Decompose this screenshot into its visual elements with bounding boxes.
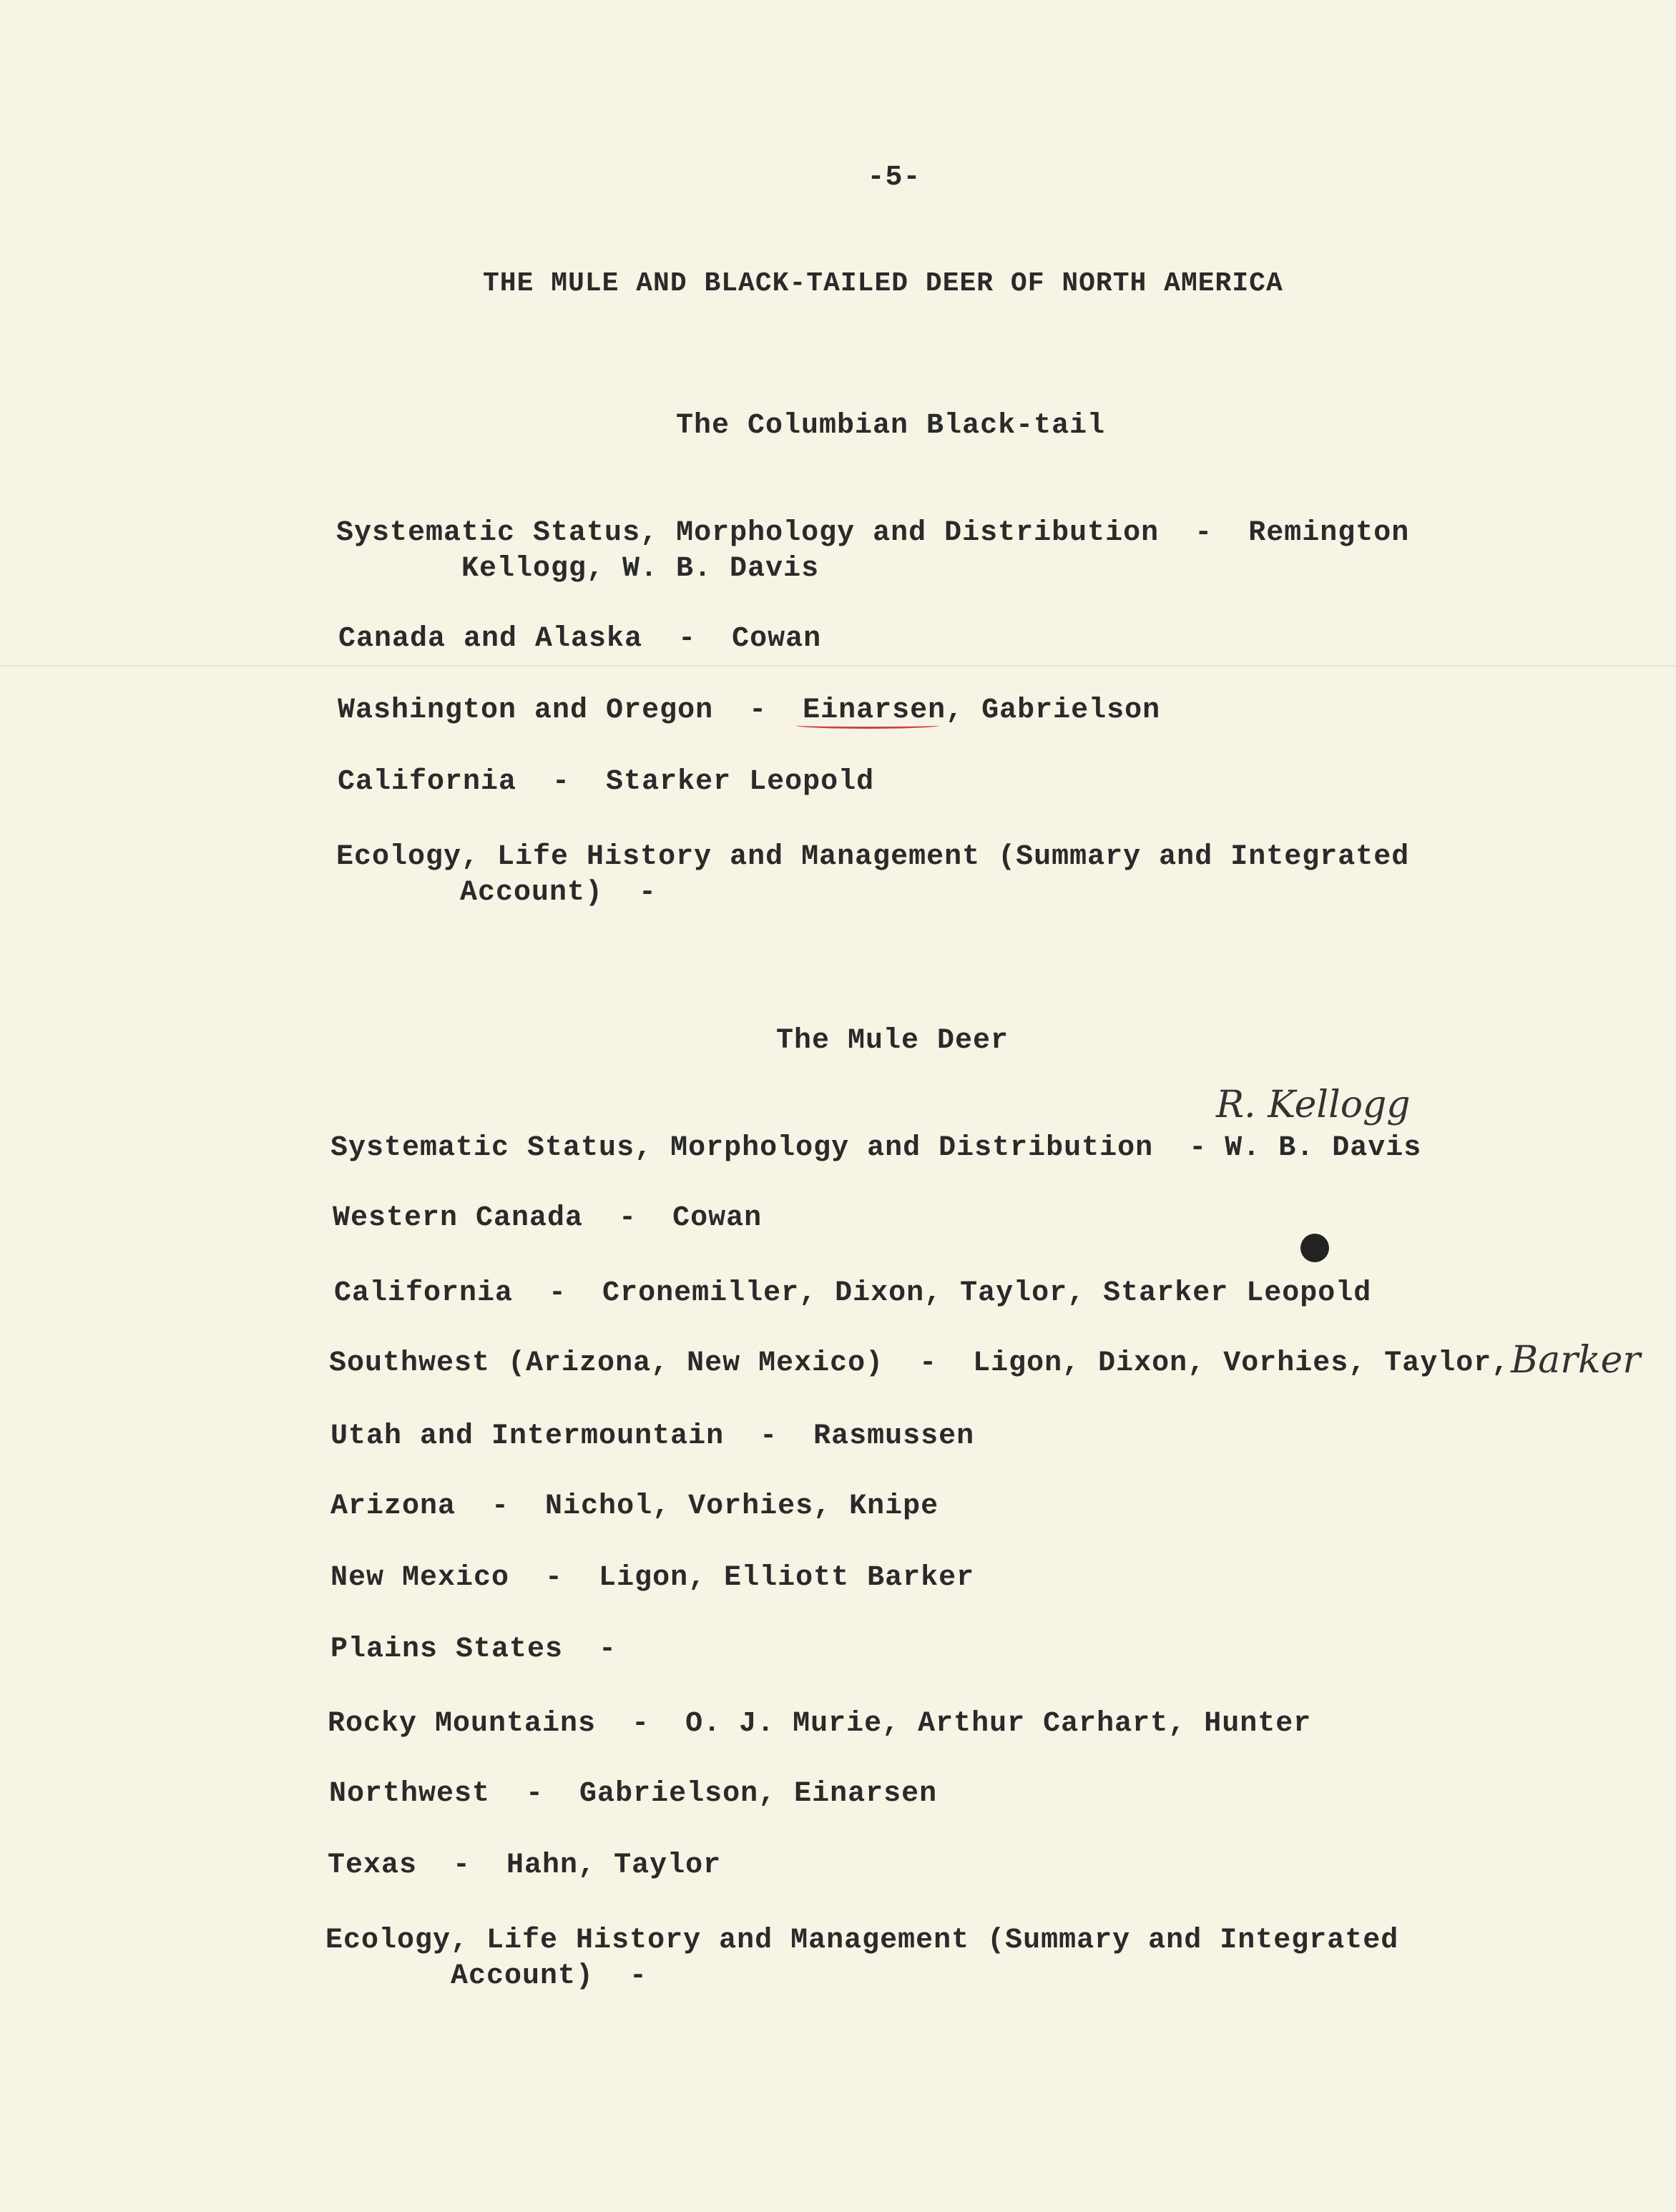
entry-utah: Utah and Intermountain - Rasmussen <box>330 1420 975 1452</box>
entry-california-2: California - Cronemiller, Dixon, Taylor, Starker Leopold <box>334 1277 1372 1309</box>
entry-southwest: Southwest (Arizona, New Mexico) - Ligon, Dixon, Vorhies, Taylor, <box>329 1347 1510 1380</box>
entry-new-mexico: New Mexico - Ligon, Elliott Barker <box>330 1562 975 1594</box>
ink-dot <box>1300 1234 1329 1262</box>
entry-systematic-status-1: Systematic Status, Morphology and Distribution - Remington <box>336 517 1410 549</box>
entry-western-canada: Western Canada - Cowan <box>333 1202 763 1234</box>
section-heading-mule-deer: The Mule Deer <box>776 1025 1009 1057</box>
handwritten-kellogg: R. Kellogg <box>1216 1083 1411 1126</box>
red-underline-mark <box>796 722 939 729</box>
entry-systematic-status-1-cont: Kellogg, W. B. Davis <box>461 553 820 585</box>
entry-arizona: Arizona - Nichol, Vorhies, Knipe <box>330 1490 939 1523</box>
entry-california-1: California - Starker Leopold <box>338 766 875 798</box>
entry-rocky-mountains: Rocky Mountains - O. J. Murie, Arthur Carhart, Hunter <box>328 1708 1312 1740</box>
entry-systematic-status-2: Systematic Status, Morphology and Distribution - W. B. Davis <box>330 1132 1422 1164</box>
fold-line <box>0 665 1676 667</box>
entry-plains-states: Plains States - <box>330 1633 617 1666</box>
document-title: THE MULE AND BLACK-TAILED DEER OF NORTH AMERICA <box>483 268 1283 299</box>
handwritten-barker: Barker <box>1511 1339 1641 1382</box>
entry-ecology-2: Ecology, Life History and Management (Summary and Integrated <box>325 1925 1399 1957</box>
entry-texas: Texas - Hahn, Taylor <box>328 1849 722 1882</box>
page-number: -5- <box>867 162 921 194</box>
entry-washington-oregon: Washington and Oregon - Einarsen, Gabrielson <box>338 694 1161 727</box>
entry-northwest: Northwest - Gabrielson, Einarsen <box>329 1778 938 1810</box>
section-heading-columbian: The Columbian Black-tail <box>676 410 1106 442</box>
entry-canada-alaska: Canada and Alaska - Cowan <box>338 623 822 655</box>
entry-ecology-2-cont: Account) - <box>451 1960 648 1992</box>
entry-ecology-1: Ecology, Life History and Management (Summary and Integrated <box>336 841 1410 873</box>
entry-ecology-1-cont: Account) - <box>460 877 657 909</box>
